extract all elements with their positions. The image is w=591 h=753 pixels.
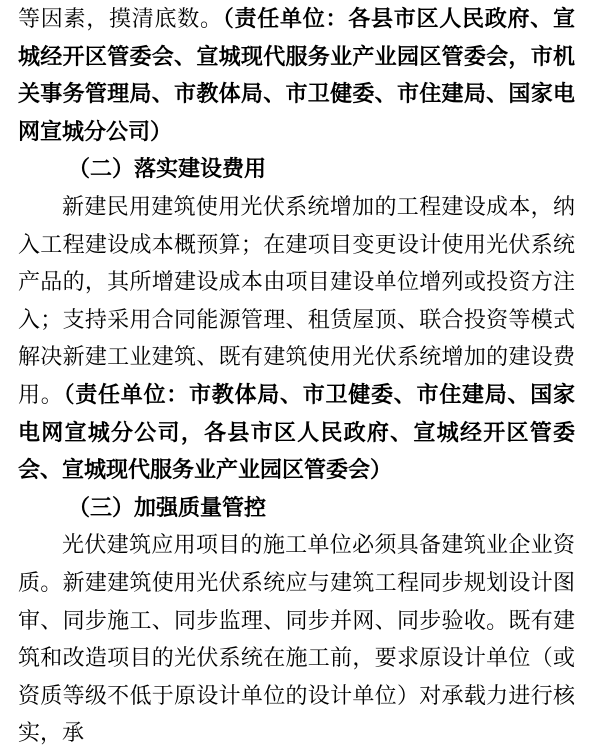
responsibility-units: （责任单位：各县市区人民政府、宣城经开区管委会、宣城现代服务业产业园区管委会，市机关事务管理局、市教体局、市卫健委、市住建局、国家电网宣城分公司）: [18, 6, 575, 145]
paragraph-construction-costs: [18, 189, 575, 490]
responsibility-units: （责任单位：市教体局、市卫健委、市住建局、国家电网宣城分公司，各县市区人民政府、宣城经开区管委会、宣城现代服务业产业园区管委会）: [18, 381, 575, 484]
paragraph-text: 新建民用建筑使用光伏系统增加的工程建设成本，纳入工程建设成本概预算；在建项目变更设计使用光伏系统产品的，其所增建设成本由项目建设单位增列或投资方注入；支持采用合同能源管理、租赁屋顶、联合投资等模式解决新建工业建筑、既有建筑使用光伏系统增加的建设费用。: [18, 194, 575, 408]
paragraph-text: 等因素，摸清底数。: [18, 7, 223, 32]
paragraph-responsibility-1: [18, 1, 575, 151]
paragraph-quality-control: [18, 527, 575, 753]
section-heading-construction-costs: （二）落实建设费用: [68, 156, 267, 183]
paragraph-text: 光伏建筑应用项目的施工单位必须具备建筑业企业资质。新建建筑使用光伏系统应与建筑工程同步规划设计图审、同步施工、同步监理、同步并网、同步验收。既有建筑和改造项目的光伏系统在施工前，要求原设计单位（或资质等级不低于原设计单位的设计单位）对承载力进行核实，承: [18, 533, 575, 747]
section-heading-quality-control: （三）加强质量管控: [68, 494, 267, 521]
